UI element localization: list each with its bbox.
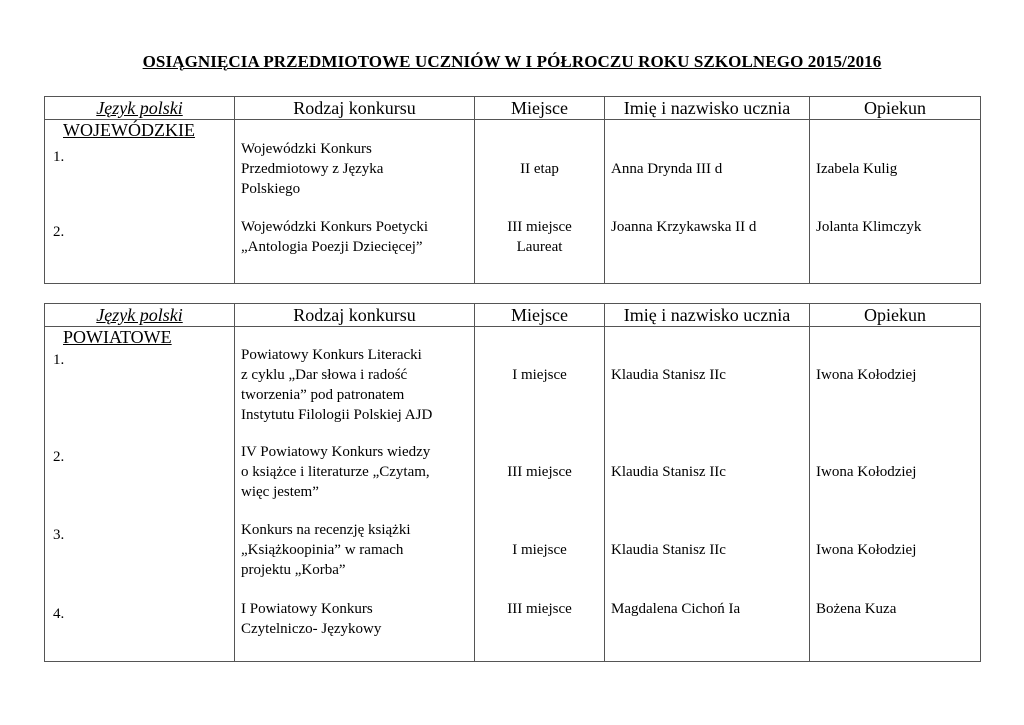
student-cell — [605, 327, 810, 662]
header-tutor: Opiekun — [810, 304, 981, 327]
table-body-row — [45, 120, 981, 284]
student-name: Klaudia Stanisz IIc — [611, 367, 726, 383]
place-value: I miejsce — [512, 367, 567, 383]
student-name: Magdalena Cichoń Ia — [611, 601, 741, 617]
tutor-cell — [810, 327, 981, 662]
contest-type-line: więc jestem” — [241, 484, 319, 500]
place-cell — [475, 327, 605, 662]
student-name: Anna Drynda III d — [611, 161, 723, 177]
table-header-row — [45, 304, 981, 327]
place-value: Laureat — [516, 239, 563, 255]
contest-type-line: Powiatowy Konkurs Literacki — [241, 347, 422, 363]
row-number: 1. — [53, 352, 65, 368]
student-name: Joanna Krzykawska II d — [611, 219, 757, 235]
place-value: III miejsce — [507, 219, 572, 235]
contest-type-line: Polskiego — [241, 181, 301, 197]
contest-type-line: o książce i literaturze „Czytam, — [241, 464, 430, 480]
contest-type-line: IV Powiatowy Konkurs wiedzy — [241, 444, 431, 460]
level-label: WOJEWÓDZKIE — [63, 120, 195, 140]
contest-type-line: projektu „Korba” — [241, 562, 346, 578]
row-number: 3. — [53, 527, 65, 543]
table-header-row — [45, 97, 981, 120]
contest-type-line: z cyklu „Dar słowa i radość — [241, 367, 408, 383]
header-contest-type: Rodzaj konkursu — [235, 97, 475, 120]
place-value: III miejsce — [507, 601, 572, 617]
row-number: 4. — [53, 606, 65, 622]
row-number: 2. — [53, 449, 65, 465]
header-tutor: Opiekun — [810, 97, 981, 120]
contest-type-line: Wojewódzki Konkurs Poetycki — [241, 219, 429, 235]
header-subject: Język polski — [45, 304, 235, 327]
student-name: Klaudia Stanisz IIc — [611, 542, 726, 558]
numbers-cell — [45, 327, 235, 662]
tutor-name: Iwona Kołodziej — [816, 464, 917, 480]
tutor-name: Jolanta Klimczyk — [816, 219, 922, 235]
header-contest-type: Rodzaj konkursu — [235, 304, 475, 327]
header-place: Miejsce — [475, 304, 605, 327]
contest-type-cell — [235, 327, 475, 662]
level-label: POWIATOWE — [63, 327, 172, 347]
table-wojewodzkie — [44, 96, 981, 284]
page-title: OSIĄGNIĘCIA PRZEDMIOTOWE UCZNIÓW W I PÓŁROCZU ROKU SZKOLNEGO 2015/2016 — [142, 52, 882, 71]
contest-type-cell — [235, 120, 475, 284]
tutor-cell — [810, 120, 981, 284]
place-value: I miejsce — [512, 542, 567, 558]
tutor-name: Iwona Kołodziej — [816, 542, 917, 558]
tutor-name: Izabela Kulig — [816, 161, 898, 177]
student-cell — [605, 120, 810, 284]
table-body-row — [45, 327, 981, 662]
contest-type-line: Wojewódzki Konkurs — [241, 141, 372, 157]
contest-type-line: Przedmiotowy z Języka — [241, 161, 384, 177]
header-student: Imię i nazwisko ucznia — [605, 304, 810, 327]
contest-type-line: I Powiatowy Konkurs — [241, 601, 373, 617]
header-student: Imię i nazwisko ucznia — [605, 97, 810, 120]
header-place: Miejsce — [475, 97, 605, 120]
contest-type-line: Konkurs na recenzję książki — [241, 522, 411, 538]
numbers-cell — [45, 120, 235, 284]
tutor-name: Bożena Kuza — [816, 601, 897, 617]
place-value: III miejsce — [507, 464, 572, 480]
contest-type-line: „Antologia Poezji Dziecięcej” — [241, 239, 423, 255]
contest-type-line: tworzenia” pod patronatem — [241, 387, 405, 403]
place-cell — [475, 120, 605, 284]
contest-type-line: „Książkoopinia” w ramach — [241, 542, 404, 558]
place-value: II etap — [520, 161, 559, 177]
contest-type-line: Czytelniczo- Językowy — [241, 621, 382, 637]
table-powiatowe — [44, 303, 981, 662]
contest-type-line: Instytutu Filologii Polskiej AJD — [241, 407, 433, 423]
tutor-name: Iwona Kołodziej — [816, 367, 917, 383]
row-number: 1. — [53, 149, 65, 165]
row-number: 2. — [53, 224, 65, 240]
student-name: Klaudia Stanisz IIc — [611, 464, 726, 480]
header-subject: Język polski — [45, 97, 235, 120]
